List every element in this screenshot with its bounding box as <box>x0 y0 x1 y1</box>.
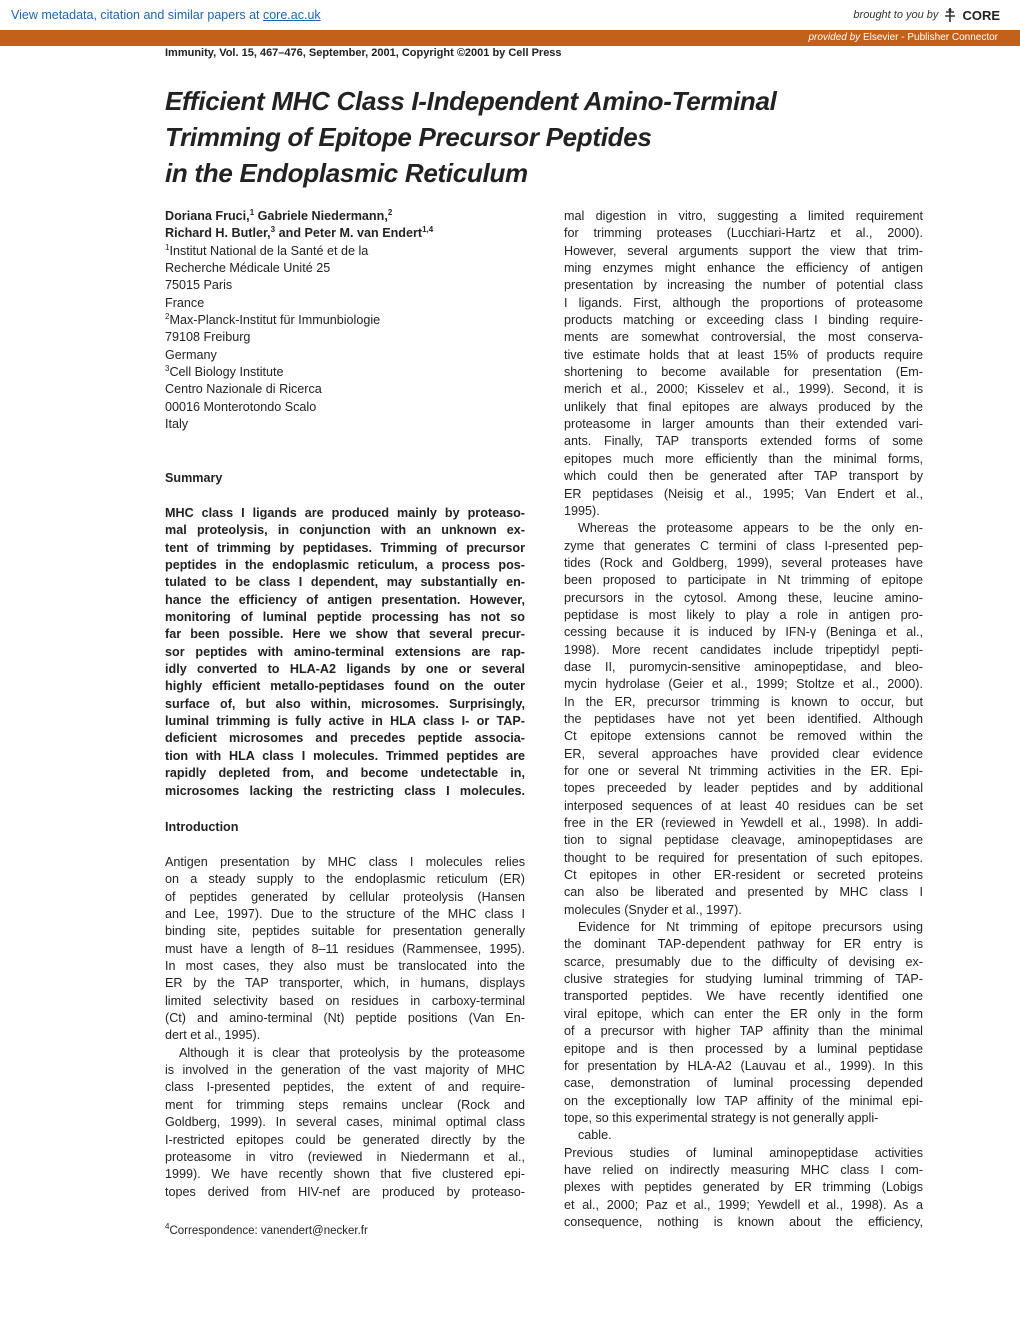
body-line: for one or several Nt trimming activities in the ER. Epi- <box>564 764 923 778</box>
intro-line: I-restricted epitopes could be generated directly by the <box>165 1132 525 1147</box>
summary-line: highly efficient metallo-peptidases found on the outer <box>165 679 525 694</box>
body-line: mycin hydrolase (Geier et al., 1999; Stoltze et al., 2000). <box>564 677 923 692</box>
body-line: ER, several approaches have provided clear evidence <box>564 746 923 761</box>
summary-line: peptides in the endoplasmic reticulum, a process pos- <box>165 558 525 573</box>
affiliation-line <box>165 243 525 260</box>
summary-line: tent of trimming by peptidases. Trimming of precursor <box>165 540 525 555</box>
summary-line: microsomes lacking the restricting class I molecules. <box>165 783 525 798</box>
body-line: 1998). More recent candidates include tripeptidyl pepti- <box>564 642 923 657</box>
summary-line: far been possible. Here we show that several precur- <box>165 627 525 642</box>
author-name: Gabriele Niedermann, <box>254 209 388 223</box>
author-name: Richard H. Butler, <box>165 226 271 241</box>
body-line: case, demonstration of luminal processing depended <box>564 1076 923 1091</box>
body-line: dase II, puromycin-sensitive aminopeptidase, and bleo- <box>564 659 923 674</box>
affil-text: Institut National de la Santé et de la <box>169 243 369 258</box>
affiliation-line <box>165 312 525 329</box>
intro-line: class I-presented peptides, the extent of and require- <box>165 1080 525 1095</box>
author-affil: 1,4 <box>422 225 434 235</box>
body-line: free in the ER (reviewed in Yewdell et al., 1998). In addi- <box>564 816 923 831</box>
intro-line: ment for trimming steps remains unclear (Rock and <box>165 1097 525 1112</box>
affil-sup: 3 <box>165 363 170 373</box>
body-line: tion to signal peptidase cleavage, aminopeptidases are <box>564 833 923 848</box>
metadata-prefix: View metadata, citation and similar papers at <box>11 8 263 22</box>
title-line: Trimming of Epitope Precursor Peptides <box>165 122 652 152</box>
intro-line: 1999). We have recently shown that five clustered epi- <box>165 1167 525 1182</box>
intro-line: In most cases, they also must be translocated into the <box>165 959 525 974</box>
body-line: the dominant TAP-dependent pathway for ER entry is <box>564 937 923 952</box>
author-affil: 1 <box>249 207 255 217</box>
affiliation-line: 00016 Monterotondo Scalo <box>165 399 317 414</box>
provider-name[interactable]: Elsevier - Publisher Connector <box>862 32 998 43</box>
body-line: ER peptidases (Neisig et al., 1995; Van Endert et al., <box>564 486 923 501</box>
body-line: zyme that generates C termini of class I-presented pep- <box>564 538 923 553</box>
summary-heading: Summary <box>165 471 223 485</box>
body-line: clusive strategies for studying luminal trimming of TAP- <box>564 972 923 987</box>
core-logo-icon <box>943 7 957 23</box>
body-line: have relied on indirectly measuring MHC class I com- <box>564 1162 923 1177</box>
summary-line: rapidly depleted from, and become undetectable in, <box>165 766 525 781</box>
body-line: ants. Finally, TAP transports extended forms of some <box>564 434 923 449</box>
intro-line: Goldberg, 1999). In several cases, minimal optimal class <box>165 1115 525 1130</box>
intro-line: (Ct) and amino-terminal (Nt) peptide positions (Van En- <box>165 1011 525 1026</box>
body-line: epitopes much more efficiently than the minimal forms, <box>564 451 923 466</box>
affil-text: Cell Biology Institute <box>169 365 284 380</box>
summary-line: idly converted to HLA-A2 ligands by one or several <box>165 662 525 677</box>
intro-line: binding site, peptides suitable for presentation generally <box>165 924 525 939</box>
intro-line: dert et al., 1995). <box>165 1028 261 1043</box>
brought-to-you <box>853 7 1000 23</box>
body-line: peptidase is most likely to play a role in antigen pro- <box>564 607 923 622</box>
right-column <box>564 208 923 1231</box>
intro-line: ER by the TAP transporter, which, in humans, displays <box>165 976 525 991</box>
affiliations <box>165 243 525 434</box>
summary-line: mal proteolysis, in conjunction with an unknown ex- <box>165 523 525 538</box>
body-line: mal digestion in vitro, suggesting a limited requirement <box>564 209 923 223</box>
intro-line: Although it is clear that proteolysis by the proteasome <box>179 1045 525 1060</box>
body-line: transported peptides. We have recently identified one <box>564 989 923 1004</box>
body-line: plexes with peptides generated by ER trimming (Lobigs <box>564 1180 923 1195</box>
author-affil: 3 <box>270 225 276 235</box>
journal-citation: Immunity, Vol. 15, 467–476, September, 2001, Copyright ©2001 by Cell Press <box>165 47 562 59</box>
affil-sup: 1 <box>165 242 170 252</box>
body-line: ments are somewhat controversial, the most conserva- <box>564 330 923 345</box>
affiliation-line: Recherche Médicale Unité 25 <box>165 261 331 276</box>
provided-by-label: provided by <box>808 32 861 43</box>
body-line: tive estimate holds that at least 15% of products require <box>564 347 923 362</box>
introduction-heading: Introduction <box>165 820 239 834</box>
summary-line: monitoring of luminal peptide processing has not so <box>165 610 525 625</box>
affiliation-line <box>165 364 525 381</box>
body-line: Previous studies of luminal aminopeptidase activities <box>564 1145 923 1160</box>
body-line: thought to be required for presentation of such epitopes. <box>564 850 923 865</box>
article-title <box>165 83 925 191</box>
author-name: and Peter M. van Endert <box>275 226 423 241</box>
body-line: Whereas the proteasome appears to be the only en- <box>578 521 923 536</box>
body-line: Evidence for Nt trimming of epitope precursors using <box>578 920 923 935</box>
body-line: cessing because it is induced by IFN-γ (Beninga et al., <box>564 625 923 640</box>
title-line: Efficient MHC Class I-Independent Amino-Terminal <box>165 86 777 116</box>
body-line: epitope and is then processed by a luminal peptidase <box>564 1041 923 1056</box>
body-line: Ct epitopes in other ER-resident or secreted proteins <box>564 868 923 883</box>
author-line <box>165 208 525 225</box>
body-line: tides (Rock and Goldberg, 1999), several proteases have <box>564 555 923 570</box>
body-line: viral epitope, which can enter the ER only in the form <box>564 1006 923 1021</box>
body-line: However, several arguments support the view that trim- <box>564 243 923 258</box>
body-line: the peptidases have not yet been identified. Although <box>564 711 923 726</box>
metadata-notice <box>11 8 321 22</box>
summary-line: sor peptides with amino-terminal extensions are rap- <box>165 644 525 659</box>
author-affil: 2 <box>387 207 393 217</box>
body-line: proteasome in larger amounts than their extended vari- <box>564 417 923 432</box>
body-line: interposed sequences of at least 40 residues can be set <box>564 798 923 813</box>
summary-section <box>165 505 525 800</box>
core-label: CORE <box>962 7 1000 23</box>
affiliation-line: France <box>165 295 205 310</box>
footnote <box>165 1223 525 1240</box>
footnote-marker: 4 <box>165 1222 170 1232</box>
body-line: topes preceeded by leader peptides and by additional <box>564 781 923 796</box>
intro-line: Antigen presentation by MHC class I molecules relies <box>165 855 525 869</box>
affil-text: Max-Planck-Institut für Immunbiologie <box>169 313 381 328</box>
body-line: of a precursor with higher TAP affinity than the minimal <box>564 1024 923 1039</box>
body-line: merich et al., 2000; Kisselev et al., 1999). Second, it is <box>564 382 923 397</box>
body-line: tope, so this experimental strategy is not generally appli- <box>564 1110 879 1125</box>
affil-sup: 2 <box>165 311 170 321</box>
summary-line: MHC class I ligands are produced mainly by proteaso- <box>165 506 525 520</box>
intro-line: and Lee, 1997). Due to the structure of the MHC class I <box>165 907 525 922</box>
core-banner <box>0 0 1020 30</box>
core-link[interactable]: core.ac.uk <box>262 8 321 22</box>
title-line: in the Endoplasmic Reticulum <box>165 158 528 188</box>
summary-line: tion with HLA class I molecules. Trimmed peptides are <box>165 748 525 763</box>
affiliation-line: 75015 Paris <box>165 278 233 293</box>
body-line: shortening to become available for presentation (Em- <box>564 365 923 380</box>
summary-line: deficient microsomes and precedes peptide associa- <box>165 731 525 746</box>
summary-line: hance the efficiency of antigen presentation. However, <box>165 592 525 607</box>
body-line: precursors in the cytosol. Among these, leucine amino- <box>564 590 923 605</box>
body-line: ming enzymes might enhance the efficiency of antigen <box>564 261 923 276</box>
body-line: molecules (Snyder et al., 1997). <box>564 902 742 917</box>
provider-bar <box>0 30 1020 46</box>
author-name: Doriana Fruci, <box>165 209 250 223</box>
affiliation-line: 79108 Freiburg <box>165 330 251 345</box>
body-line: can also be liberated and presented by MHC class I <box>564 885 923 900</box>
body-line: 1995). <box>564 503 600 518</box>
footnote-text: Correspondence: vanendert@necker.fr <box>169 1225 368 1237</box>
intro-line: on a steady supply to the endoplasmic reticulum (ER) <box>165 872 525 887</box>
body-line: In the ER, precursor trimming is known to occur, but <box>564 694 923 709</box>
intro-line: proteasome in vitro (reviewed in Niedermann et al., <box>165 1149 525 1164</box>
body-line: cable. <box>578 1128 612 1143</box>
body-line: scarce, presumably due to the difficulty of devising ex- <box>564 954 923 969</box>
body-line: for presentation by HLA-A2 (Lauvau et al., 1999). In this <box>564 1058 923 1073</box>
affiliation-line: Centro Nazionale di Ricerca <box>165 382 322 397</box>
body-line: Ct epitope extensions cannot be removed within the <box>564 729 923 744</box>
summary-line: luminal trimming is fully active in HLA class I- or TAP- <box>165 714 525 729</box>
body-line: et al., 2000; Paz et al., 1999; Yewdell et al., 1998). As a <box>564 1197 923 1212</box>
body-line: unlikely that final epitopes are always produced by the <box>564 399 923 414</box>
summary-line: surface of, but also within, microsomes. Surprisingly, <box>165 696 525 711</box>
intro-line: of peptides generated by cellular proteolysis (Hansen <box>165 889 525 904</box>
body-line: products matching or exceeding class I binding require- <box>564 313 923 328</box>
body-line: which could then be generated after TAP transport by <box>564 469 923 484</box>
provider-text <box>808 32 998 43</box>
intro-line: limited selectivity based on residues in carboxy-terminal <box>165 993 525 1008</box>
affiliation-line: Germany <box>165 347 217 362</box>
body-line: I ligands. First, although the proportions of proteasome <box>564 295 923 310</box>
affiliation-line: Italy <box>165 417 189 432</box>
body-line: on the exceptionally low TAP affinity of the minimal epi- <box>564 1093 923 1108</box>
body-line: consequence, nothing is known about the efficiency, <box>564 1214 923 1229</box>
intro-line: is involved in the generation of the vast majority of MHC <box>165 1063 525 1078</box>
body-line: for trimming proteases (Lucchiari-Hartz et al., 2000). <box>564 226 923 241</box>
summary-line: tulated to be class I dependent, may substantially en- <box>165 575 525 590</box>
author-line <box>165 225 525 242</box>
intro-line: topes derived from HIV-nef are produced by proteaso- <box>165 1184 525 1199</box>
left-column <box>165 208 525 433</box>
introduction-section <box>165 854 525 1201</box>
brought-by-text: brought to you by <box>853 9 939 21</box>
intro-line: must have a length of 8–11 residues (Rammensee, 1995). <box>165 941 525 956</box>
body-line: been proposed to participate in Nt trimming of epitope <box>564 573 923 588</box>
body-line: presentation by increasing the number of potential class <box>564 278 923 293</box>
